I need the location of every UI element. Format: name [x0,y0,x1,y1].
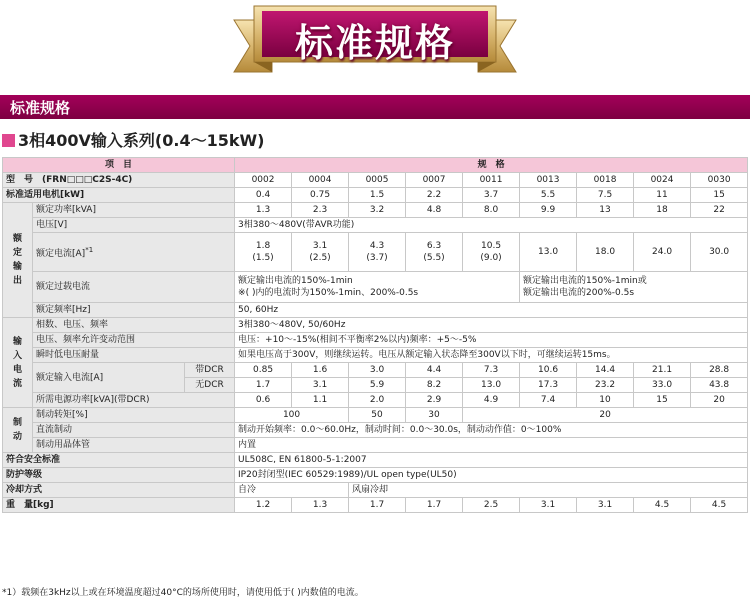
weight-cell: 1.7 [349,498,406,513]
power-capacity-cell: 7.4 [520,393,577,408]
tolerance-row [3,333,748,348]
torque-cell: 100 [235,408,349,423]
safety-label: 符合安全标准 [3,453,235,468]
motor-cell: 7.5 [577,188,634,203]
rated-current-paren: (5.5) [423,253,445,263]
motor-cell: 5.5 [520,188,577,203]
model-row [3,173,748,188]
rated-current-cell [463,233,520,272]
weight-cell: 1.7 [406,498,463,513]
rated-current-value: 4.3 [369,241,385,251]
model-cell: 0024 [634,173,691,188]
overload-left [235,272,520,303]
weight-cell: 1.3 [292,498,349,513]
rated-capacity-cell: 9.9 [520,203,577,218]
protection-label: 防护等级 [3,468,235,483]
rated-current-cell [292,233,349,272]
phase-label: 相数、电压、频率 [33,318,235,333]
motor-cell: 0.4 [235,188,292,203]
weight-cell: 2.5 [463,498,520,513]
rated-current-cell [406,233,463,272]
rated-current-paren: (2.5) [309,253,331,263]
overload-right-line1: 额定输出电流的150%-1min或 [523,276,647,286]
dc-brake-value: 制动开始频率：0.0～60.0Hz，制动时间：0.0～30.0s，制动动作值：0～100% [235,423,748,438]
motor-label: 标准适用电机[kW] [3,188,235,203]
motor-cell: 2.2 [406,188,463,203]
momentary-label: 瞬时低电压耐量 [33,348,235,363]
model-cell: 0018 [577,173,634,188]
rated-capacity-cell: 8.0 [463,203,520,218]
without-dcr-cell: 1.7 [235,378,292,393]
rated-current-value: 1.8 [255,241,271,251]
motor-row [3,188,748,203]
section-title: 标准规格 [10,99,71,117]
frequency-label: 额定频率[Hz] [33,303,235,318]
frequency-value: 50, 60Hz [235,303,748,318]
momentary-row [3,348,748,363]
with-dcr-label: 带DCR [185,363,235,378]
model-cell: 0004 [292,173,349,188]
rated-output-group-text: 额定输出 [12,234,22,286]
power-capacity-cell: 4.9 [463,393,520,408]
without-dcr-cell: 13.0 [463,378,520,393]
rated-current-value: 6.3 [426,241,442,251]
section-header-bar [0,95,750,119]
rated-current-cell: 18.0 [577,233,634,272]
dc-brake-label: 直流制动 [33,423,235,438]
with-dcr-cell: 0.85 [235,363,292,378]
torque-cell: 20 [463,408,748,423]
series-subtitle [2,128,264,151]
motor-cell: 3.7 [463,188,520,203]
with-dcr-cell: 28.8 [691,363,748,378]
protection-row [3,468,748,483]
brake-transistor-label: 制动用晶体管 [33,438,235,453]
weight-cell: 1.2 [235,498,292,513]
tolerance-value: 电压：+10～-15%(相间不平衡率2%以内)频率：+5～-5% [235,333,748,348]
momentary-value: 如果电压高于300V，则继续运转。电压从额定输入状态降至300V以下时，可继续运转15ms。 [235,348,748,363]
without-dcr-cell: 8.2 [406,378,463,393]
power-capacity-row [3,393,748,408]
rated-current-cell [349,233,406,272]
with-dcr-row [3,363,748,378]
weight-cell: 4.5 [691,498,748,513]
overload-left-line1: 额定输出电流的150%-1min [238,276,353,286]
cooling-label: 冷却方式 [3,483,235,498]
rated-current-footnote-mark: *1 [85,246,94,254]
rated-capacity-cell: 22 [691,203,748,218]
series-subtitle-text: 3相400V输入系列(0.4～15kW) [18,131,265,150]
model-cell: 0005 [349,173,406,188]
without-dcr-cell: 5.9 [349,378,406,393]
rated-current-cell: 30.0 [691,233,748,272]
without-dcr-cell: 23.2 [577,378,634,393]
power-capacity-label: 所需电源功率[kVA](带DCR) [33,393,235,408]
model-cell: 0030 [691,173,748,188]
weight-cell: 3.1 [520,498,577,513]
cooling-row [3,483,748,498]
phase-row [3,318,748,333]
with-dcr-cell: 21.1 [634,363,691,378]
model-cell: 0013 [520,173,577,188]
rated-capacity-row [3,203,748,218]
input-current-label: 额定输入电流[A] [33,363,185,393]
motor-cell: 0.75 [292,188,349,203]
weight-row [3,498,748,513]
rated-current-value: 3.1 [312,241,328,251]
power-capacity-cell: 10 [577,393,634,408]
with-dcr-cell: 14.4 [577,363,634,378]
rated-current-value: 10.5 [481,241,502,251]
without-dcr-label: 无DCR [185,378,235,393]
model-label: 型 号 (FRN□□□C2S-4C) [3,173,235,188]
rated-capacity-cell: 18 [634,203,691,218]
weight-cell: 3.1 [577,498,634,513]
brake-transistor-row [3,438,748,453]
banner-title: 标准规格 [294,21,455,65]
torque-cell: 50 [349,408,406,423]
weight-label: 重 量[kg] [3,498,235,513]
brake-transistor-value: 内置 [235,438,748,453]
pink-square-icon [2,134,15,147]
overload-label: 额定过载电流 [33,272,235,303]
spec-table [2,157,748,513]
safety-row [3,453,748,468]
cooling-fan: 风扇冷却 [349,483,748,498]
voltage-value: 3相380～480V(带AVR功能) [235,218,748,233]
power-capacity-cell: 2.9 [406,393,463,408]
rated-capacity-cell: 4.8 [406,203,463,218]
phase-value: 3相380～480V, 50/60Hz [235,318,748,333]
overload-right [520,272,748,303]
with-dcr-cell: 1.6 [292,363,349,378]
power-capacity-cell: 2.0 [349,393,406,408]
without-dcr-cell: 17.3 [520,378,577,393]
voltage-row [3,218,748,233]
torque-cell: 30 [406,408,463,423]
with-dcr-cell: 7.3 [463,363,520,378]
rated-current-paren: (9.0) [480,253,502,263]
header-spec: 规 格 [235,158,748,173]
rated-current-label [33,233,235,272]
model-cell: 0007 [406,173,463,188]
rated-capacity-cell: 3.2 [349,203,406,218]
brake-group-text: 制动 [12,418,22,442]
cooling-natural: 自冷 [235,483,349,498]
voltage-label: 电压[V] [33,218,235,233]
rated-capacity-cell: 2.3 [292,203,349,218]
overload-row [3,272,748,303]
rated-capacity-cell: 13 [577,203,634,218]
with-dcr-cell: 10.6 [520,363,577,378]
power-capacity-cell: 15 [634,393,691,408]
without-dcr-cell: 33.0 [634,378,691,393]
with-dcr-cell: 3.0 [349,363,406,378]
frequency-row [3,303,748,318]
protection-value: IP20封闭型(IEC 60529:1989)/UL open type(UL50) [235,468,748,483]
torque-row [3,408,748,423]
motor-cell: 15 [691,188,748,203]
rated-capacity-cell: 1.3 [235,203,292,218]
header-item: 项 目 [3,158,235,173]
rated-current-row [3,233,748,272]
input-group-text: 输入电流 [12,336,22,389]
rated-current-cell [235,233,292,272]
dc-brake-row [3,423,748,438]
rated-current-cell: 24.0 [634,233,691,272]
input-group-label [3,318,33,408]
overload-left-line2: ※( )内的电流时为150%-1min、200%-0.5s [238,288,419,298]
power-capacity-cell: 1.1 [292,393,349,408]
rated-current-paren: (3.7) [366,253,388,263]
brake-group-label [3,408,33,453]
footnote: *1）载频在3kHz以上或在环境温度超过40°C的场所使用时，请使用低于( )内数值的电流。 [2,588,364,598]
without-dcr-cell: 3.1 [292,378,349,393]
table-header-row [3,158,748,173]
title-banner [232,2,518,82]
rated-output-group-label [3,203,33,318]
model-cell: 0011 [463,173,520,188]
model-cell: 0002 [235,173,292,188]
torque-label: 制动转矩[%] [33,408,235,423]
with-dcr-cell: 4.4 [406,363,463,378]
rated-current-cell: 13.0 [520,233,577,272]
rated-capacity-label: 额定功率[kVA] [33,203,235,218]
motor-cell: 1.5 [349,188,406,203]
power-capacity-cell: 20 [691,393,748,408]
weight-cell: 4.5 [634,498,691,513]
motor-cell: 11 [634,188,691,203]
tolerance-label: 电压、频率允许变动范围 [33,333,235,348]
power-capacity-cell: 0.6 [235,393,292,408]
overload-right-line2: 额定输出电流的200%-0.5s [523,288,635,298]
without-dcr-cell: 43.8 [691,378,748,393]
safety-value: UL508C, EN 61800-5-1:2007 [235,453,748,468]
rated-current-label-text: 额定电流[A] [36,249,86,259]
rated-current-paren: (1.5) [252,253,274,263]
